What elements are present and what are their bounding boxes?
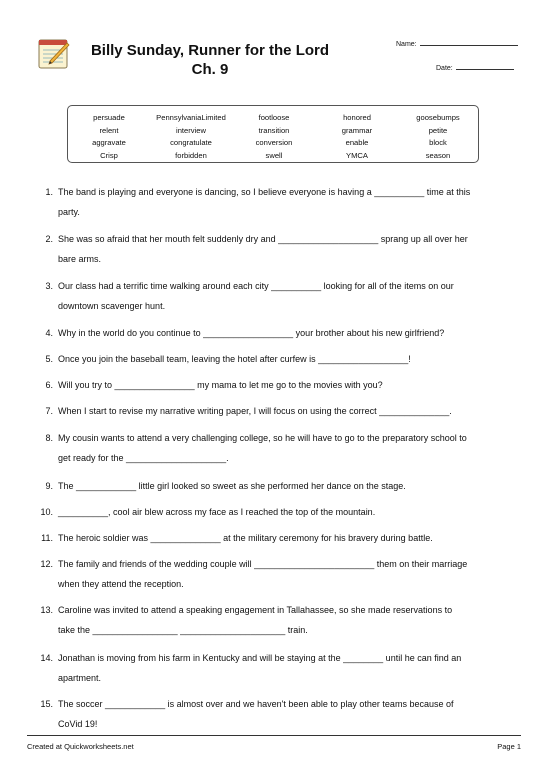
worksheet-title (80, 41, 340, 79)
word-bank-item: footloose (258, 113, 290, 122)
word-bank-item: enable (345, 138, 369, 147)
question-number: 2. (45, 234, 53, 244)
question-text-line-1: She was so afraid that her mouth felt suddenly dry and ____________________ sprang up all over her (58, 234, 468, 244)
question-number: 4. (45, 328, 53, 338)
name-blank[interactable] (420, 38, 518, 46)
question-number: 3. (45, 281, 53, 291)
question-text-line-2: when they attend the reception. (58, 579, 184, 589)
word-bank-item: swell (265, 150, 283, 160)
word-bank (67, 105, 479, 163)
question-text-line-1: Our class had a terrific time walking around each city __________ looking for all of the items on our (58, 281, 454, 291)
word-bank-item: aggravate (92, 138, 126, 147)
question-text-line-1: The family and friends of the wedding couple will ________________________ them on their marriage (58, 559, 468, 569)
question-text-line-2: get ready for the ____________________. (58, 453, 229, 463)
title-line-1: Billy Sunday, Runner for the Lord (90, 42, 330, 59)
question-number: 14. (40, 653, 53, 663)
question-number: 13. (40, 605, 53, 615)
question-text-line-2: CoVid 19! (58, 719, 98, 729)
question-number: 11. (41, 533, 53, 543)
question-text-line-1: __________, cool air blew across my face as I reached the top of the mountain. (58, 507, 376, 517)
word-bank-item: goosebumps (416, 113, 460, 122)
question-number: 8. (45, 433, 53, 443)
date-label: Date: (436, 65, 453, 72)
question-text-line-1: My cousin wants to attend a very challenging college, so he will have to go to the preparatory school to (58, 433, 467, 443)
word-bank-item: interview (176, 125, 206, 135)
question-number: 10. (40, 507, 53, 517)
question-text-line-1: When I start to revise my narrative writing paper, I will focus on using the correct ______________. (58, 406, 452, 416)
question-text-line-1: Caroline was invited to attend a speaking engagement in Tallahassee, so she made reservations to (58, 605, 453, 615)
question-number: 9. (45, 481, 53, 491)
question-text-line-2: downtown scavenger hunt. (58, 301, 166, 311)
question-text-line-1: Why in the world do you continue to __________________ your brother about his new girlfriend? (58, 328, 445, 338)
question-text-line-2: take the _________________ _____________________ train. (58, 625, 308, 635)
question-text-line-1: The band is playing and everyone is dancing, so I believe everyone is having a __________ time at this (58, 187, 471, 197)
word-bank-item: Crisp (100, 150, 118, 160)
question-text-line-2: apartment. (58, 673, 102, 683)
footer-divider (27, 735, 521, 736)
word-bank-item: petite (428, 125, 448, 135)
word-bank-item: season (425, 150, 451, 160)
question-text-line-1: Jonathan is moving from his farm in Kentucky and will be staying at the ________ until he can find an (58, 653, 462, 663)
word-bank-item: transition (258, 125, 290, 135)
question-number: 1. (45, 187, 53, 197)
question-number: 15. (40, 699, 53, 709)
page-number: Page 1 (497, 742, 521, 751)
notepad-pencil-icon (36, 36, 72, 72)
question-text-line-2: party. (58, 207, 80, 217)
name-field[interactable] (396, 38, 518, 48)
question-number: 5. (45, 354, 53, 364)
question-text-line-1: The soccer ____________ is almost over and we haven't been able to play other teams because of (58, 699, 454, 709)
word-bank-item: relent (99, 125, 119, 135)
question-number: 12. (40, 559, 53, 569)
word-bank-item: persuade (93, 113, 125, 122)
word-bank-item: congratulate (170, 138, 212, 147)
question-text-line-2: bare arms. (58, 254, 102, 264)
word-bank-item: conversion (255, 138, 293, 147)
word-bank-item: PennsylvaniaLimited (156, 113, 226, 122)
question-text-line-1: Once you join the baseball team, leaving the hotel after curfew is __________________! (58, 354, 411, 364)
date-field[interactable] (436, 62, 514, 72)
question-number: 7. (45, 406, 53, 416)
question-text-line-1: The ____________ little girl looked so sweet as she performed her dance on the stage. (58, 481, 406, 491)
word-bank-item: YMCA (346, 150, 368, 160)
question-text-line-1: The heroic soldier was ______________ at the military ceremony for his bravery during battle. (58, 533, 433, 543)
question-text-line-1: Will you try to ________________ my mama to let me go to the movies with you? (58, 380, 383, 390)
footer-credit: Created at Quickworksheets.net (27, 742, 134, 751)
word-bank-item: block (429, 138, 447, 147)
word-bank-item: grammar (341, 125, 373, 135)
word-bank-item: forbidden (175, 150, 207, 160)
question-number: 6. (45, 380, 53, 390)
date-blank[interactable] (456, 62, 514, 70)
name-label: Name: (396, 41, 417, 48)
word-bank-item: honored (343, 113, 371, 122)
title-line-2: Ch. 9 (191, 61, 229, 78)
